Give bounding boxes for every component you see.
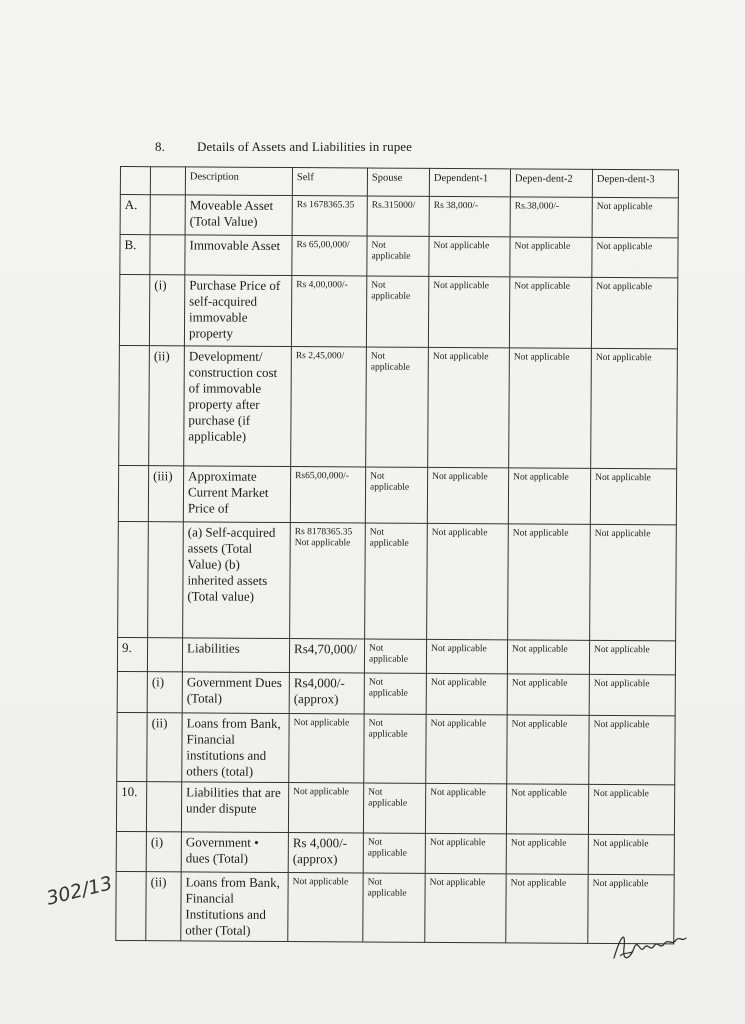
value-spouse: Not applicable <box>365 523 428 639</box>
value-self: Not applicable <box>289 714 364 783</box>
header-dependent-1: Dependent-1 <box>429 168 510 196</box>
value-dependent-2: Not applicable <box>506 874 588 943</box>
value-dependent-2: Not applicable <box>507 674 589 716</box>
value-self: Not applicable <box>288 873 363 942</box>
value-dependent-3: Not applicable <box>588 874 674 944</box>
value-self: Rs 2,45,000/ <box>291 347 367 467</box>
value-spouse: Not applicable <box>366 347 429 467</box>
header-self: Self <box>292 168 367 196</box>
row-subnumber: (i) <box>147 672 182 713</box>
value-dependent-1: Not applicable <box>428 276 509 347</box>
row-description: Liabilities <box>182 638 289 673</box>
header-dependent-2: Depen-dent-2 <box>510 169 592 198</box>
header-description: Description <box>185 167 292 196</box>
row-subnumber: (ii) <box>146 872 181 941</box>
value-dependent-2: Not applicable <box>509 277 591 348</box>
row-number <box>117 712 147 781</box>
value-spouse: Not applicable <box>364 714 426 783</box>
row-number: B. <box>120 235 150 275</box>
value-dependent-1: Not applicable <box>427 523 509 639</box>
row-subnumber <box>147 638 182 672</box>
value-dependent-2: Not applicable <box>509 348 592 468</box>
row-description: Loans from Bank, Financial institutions and others (total) <box>182 713 289 783</box>
row-subnumber: (iii) <box>148 466 183 522</box>
row-description: Loans from Bank, Financial Institutions and other (Total) <box>181 872 288 942</box>
value-dependent-3: Not applicable <box>588 784 674 835</box>
value-dependent-3: Not applicable <box>589 674 675 716</box>
value-dependent-2: Not applicable <box>510 237 592 278</box>
value-dependent-3: Not applicable <box>591 348 678 469</box>
row-description: Purchase Price of self-acquired immovable property <box>184 275 291 347</box>
value-dependent-2: Not applicable <box>506 834 588 875</box>
table-row <box>117 712 675 784</box>
value-spouse: Not applicable <box>363 833 425 873</box>
value-dependent-1: Rs 38,000/- <box>429 196 510 236</box>
table-row <box>120 235 678 278</box>
value-dependent-1: Not applicable <box>429 236 510 276</box>
value-dependent-1: Not applicable <box>427 467 508 523</box>
row-subnumber <box>148 522 184 638</box>
value-dependent-2: Not applicable <box>508 468 590 524</box>
value-self: Rs 8178365.35 Not applicable <box>290 523 366 639</box>
row-number <box>118 521 149 637</box>
value-spouse: Rs.315000/ <box>367 196 429 236</box>
table-row <box>116 781 674 834</box>
value-spouse: Not applicable <box>363 783 425 833</box>
value-dependent-1: Not applicable <box>428 347 510 467</box>
row-subnumber: (ii) <box>147 713 182 782</box>
section-title: Details of Assets and Liabilities in rupee <box>197 139 413 154</box>
handwritten-signature <box>610 918 690 968</box>
row-number <box>116 831 146 871</box>
value-dependent-1: Not applicable <box>426 639 507 673</box>
header-spouse: Spouse <box>367 168 429 196</box>
row-description: Approximate Current Market Price of <box>183 466 290 523</box>
table-row <box>116 871 674 943</box>
value-self: Rs 65,00,000/ <box>292 236 367 276</box>
table-row <box>119 275 677 349</box>
row-subnumber <box>150 235 185 275</box>
value-dependent-3: Not applicable <box>591 277 677 349</box>
value-self: Rs65,00,000/- <box>290 467 365 523</box>
value-dependent-1: Not applicable <box>425 783 506 833</box>
row-description: (a) Self-acquired assets (Total Value) (b) inherited assets (Total value) <box>183 522 291 639</box>
value-self: Rs4,000/- (approx) <box>289 673 364 714</box>
value-spouse: Not applicable <box>366 276 428 347</box>
value-dependent-3: Not applicable <box>592 237 678 278</box>
row-subnumber <box>146 782 181 832</box>
row-number <box>119 275 149 346</box>
value-dependent-3: Not applicable <box>590 524 677 641</box>
value-self: Rs 1678365.35 <box>292 196 367 236</box>
row-number <box>118 465 148 521</box>
value-self: Rs 4,00,000/- <box>291 276 366 347</box>
row-description: Government • dues (Total) <box>181 832 288 873</box>
value-dependent-2: Not applicable <box>506 784 588 835</box>
row-number: A. <box>120 195 150 235</box>
value-spouse: Not applicable <box>364 639 426 673</box>
row-description: Moveable Asset (Total Value) <box>185 195 292 236</box>
table-row <box>117 671 675 715</box>
value-self: Rs 4,000/- (approx) <box>288 833 363 873</box>
assets-liabilities-table <box>115 166 679 944</box>
row-number: 9. <box>117 637 147 671</box>
header-cell <box>150 167 185 195</box>
value-dependent-2: Not applicable <box>507 715 589 784</box>
value-dependent-2: Not applicable <box>508 524 591 640</box>
table-row <box>117 637 675 674</box>
value-dependent-2: Rs.38,000/- <box>510 197 592 238</box>
value-dependent-3: Not applicable <box>590 468 676 525</box>
value-spouse: Not applicable <box>365 467 427 523</box>
handwritten-page-number: 302/13 <box>44 872 115 910</box>
table-row <box>118 465 676 524</box>
row-number <box>117 671 147 712</box>
row-subnumber: (ii) <box>149 346 185 466</box>
value-dependent-3: Not applicable <box>589 640 675 675</box>
row-description: Development/ construction cost of immovable property after purchase (if applicable) <box>184 346 292 467</box>
section-heading <box>155 139 412 155</box>
row-number: 10. <box>116 781 146 831</box>
table-row <box>118 521 677 640</box>
section-number: 8. <box>155 139 165 154</box>
row-subnumber: (i) <box>149 275 184 346</box>
row-number <box>119 345 150 465</box>
value-dependent-2: Not applicable <box>507 640 589 675</box>
row-description: Liabilities that are under dispute <box>181 782 288 833</box>
value-self: Not applicable <box>288 783 363 833</box>
header-cell <box>120 167 150 195</box>
value-spouse: Not applicable <box>364 673 426 714</box>
value-dependent-1: Not applicable <box>425 833 506 873</box>
value-dependent-1: Not applicable <box>426 714 507 783</box>
value-dependent-1: Not applicable <box>426 673 507 714</box>
value-spouse: Not applicable <box>363 873 425 942</box>
header-dependent-3: Depen-dent-3 <box>592 169 678 198</box>
table-row <box>116 831 674 874</box>
value-self: Rs4,70,000/ <box>289 639 364 673</box>
value-spouse: Not applicable <box>367 236 429 276</box>
row-description: Immovable Asset <box>185 235 292 276</box>
value-dependent-3: Not applicable <box>588 834 674 875</box>
table-row <box>120 195 678 238</box>
value-dependent-1: Not applicable <box>425 873 506 942</box>
row-description: Government Dues (Total) <box>182 672 289 714</box>
header-row <box>120 167 678 198</box>
value-dependent-3: Not applicable <box>592 197 678 238</box>
value-dependent-3: Not applicable <box>589 715 675 785</box>
row-subnumber: (i) <box>146 832 181 872</box>
row-subnumber <box>150 195 185 235</box>
table-row <box>119 345 678 468</box>
row-number <box>116 871 146 940</box>
